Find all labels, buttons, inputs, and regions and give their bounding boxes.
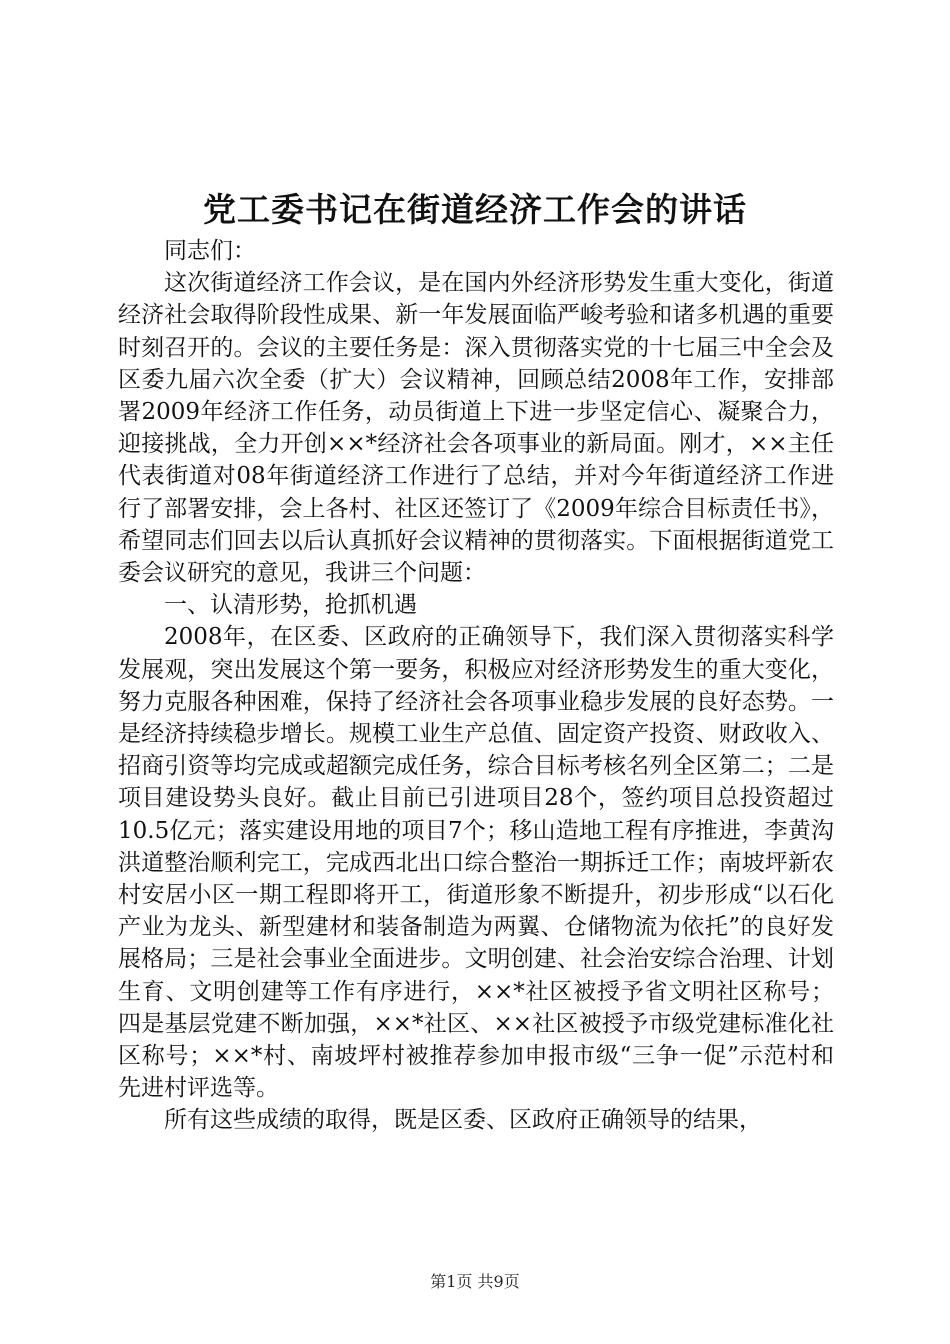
page-footer: 第1页 共9页: [430, 1272, 520, 1291]
paragraph-intro: 这次街道经济工作会议，是在国内外经济形势发生重大变化，街道经济社会取得阶段性成果、新一年发展面临严峻考验和诸多机遇的重要时刻召开的。会议的主要任务是：深入贯彻落实党的十七届三中全会及区委九届六次全委（扩大）会议精神，回顾总结2008年工作，安排部署2009年经济工作任务，动员街道上下进一步坚定信心、凝聚合力，迎接挑战，全力开创××*经济社会各项事业的新局面。刚才，××主任代表街道对08年街道经济工作进行了总结，并对今年街道经济工作进行了部署安排，会上各村、社区还签订了《2009年综合目标责任书》，希望同志们回去以后认真抓好会议精神的贯彻落实。下面根据街道党工委会议研究的意见，我讲三个问题：: [118, 270, 834, 587]
document-body: [118, 235, 834, 1137]
section-heading-1: 一、认清形势，抢抓机遇: [164, 592, 417, 619]
salutation: 同志们：: [164, 238, 256, 264]
paragraph-conclusion: 所有这些成绩的取得，既是区委、区政府正确领导的结果，: [164, 1107, 762, 1134]
paragraph-achievements: 2008年，在区委、区政府的正确领导下，我们深入贯彻落实科学发展观，突出发展这个第一要务，积极应对经济形势发生的重大变化，努力克服各种困难，保持了经济社会各项事业稳步发展的良好态势。一是经济持续稳步增长。规模工业生产总值、固定资产投资、财政收入、招商引资等均完成或超额完成任务，综合目标考核名列全区第二；二是项目建设势头良好。截止目前已引进项目28个，签约项目总投资超过10.5亿元；落实建设用地的项目7个；移山造地工程有序推进，李黄沟洪道整治顺利完工，完成西北出口综合整治一期拆迁工作；南坡坪新农村安居小区一期工程即将开工，街道形象不断提升，初步形成“以石化产业为龙头、新型建材和装备制造为两翼、仓储物流为依托”的良好发展格局；三是社会事业全面进步。文明创建、社会治安综合治理、计划生育、文明创建等工作有序进行，××*社区被授予省文明社区称号；四是基层党建不断加强，××*社区、××社区被授予市级党建标准化社区称号；××*村、南坡坪村被推荐参加申报市级“三争一促”示范村和先进村评选等。: [118, 624, 834, 1102]
document-title: 党工委书记在街道经济工作会的讲话: [203, 190, 747, 229]
